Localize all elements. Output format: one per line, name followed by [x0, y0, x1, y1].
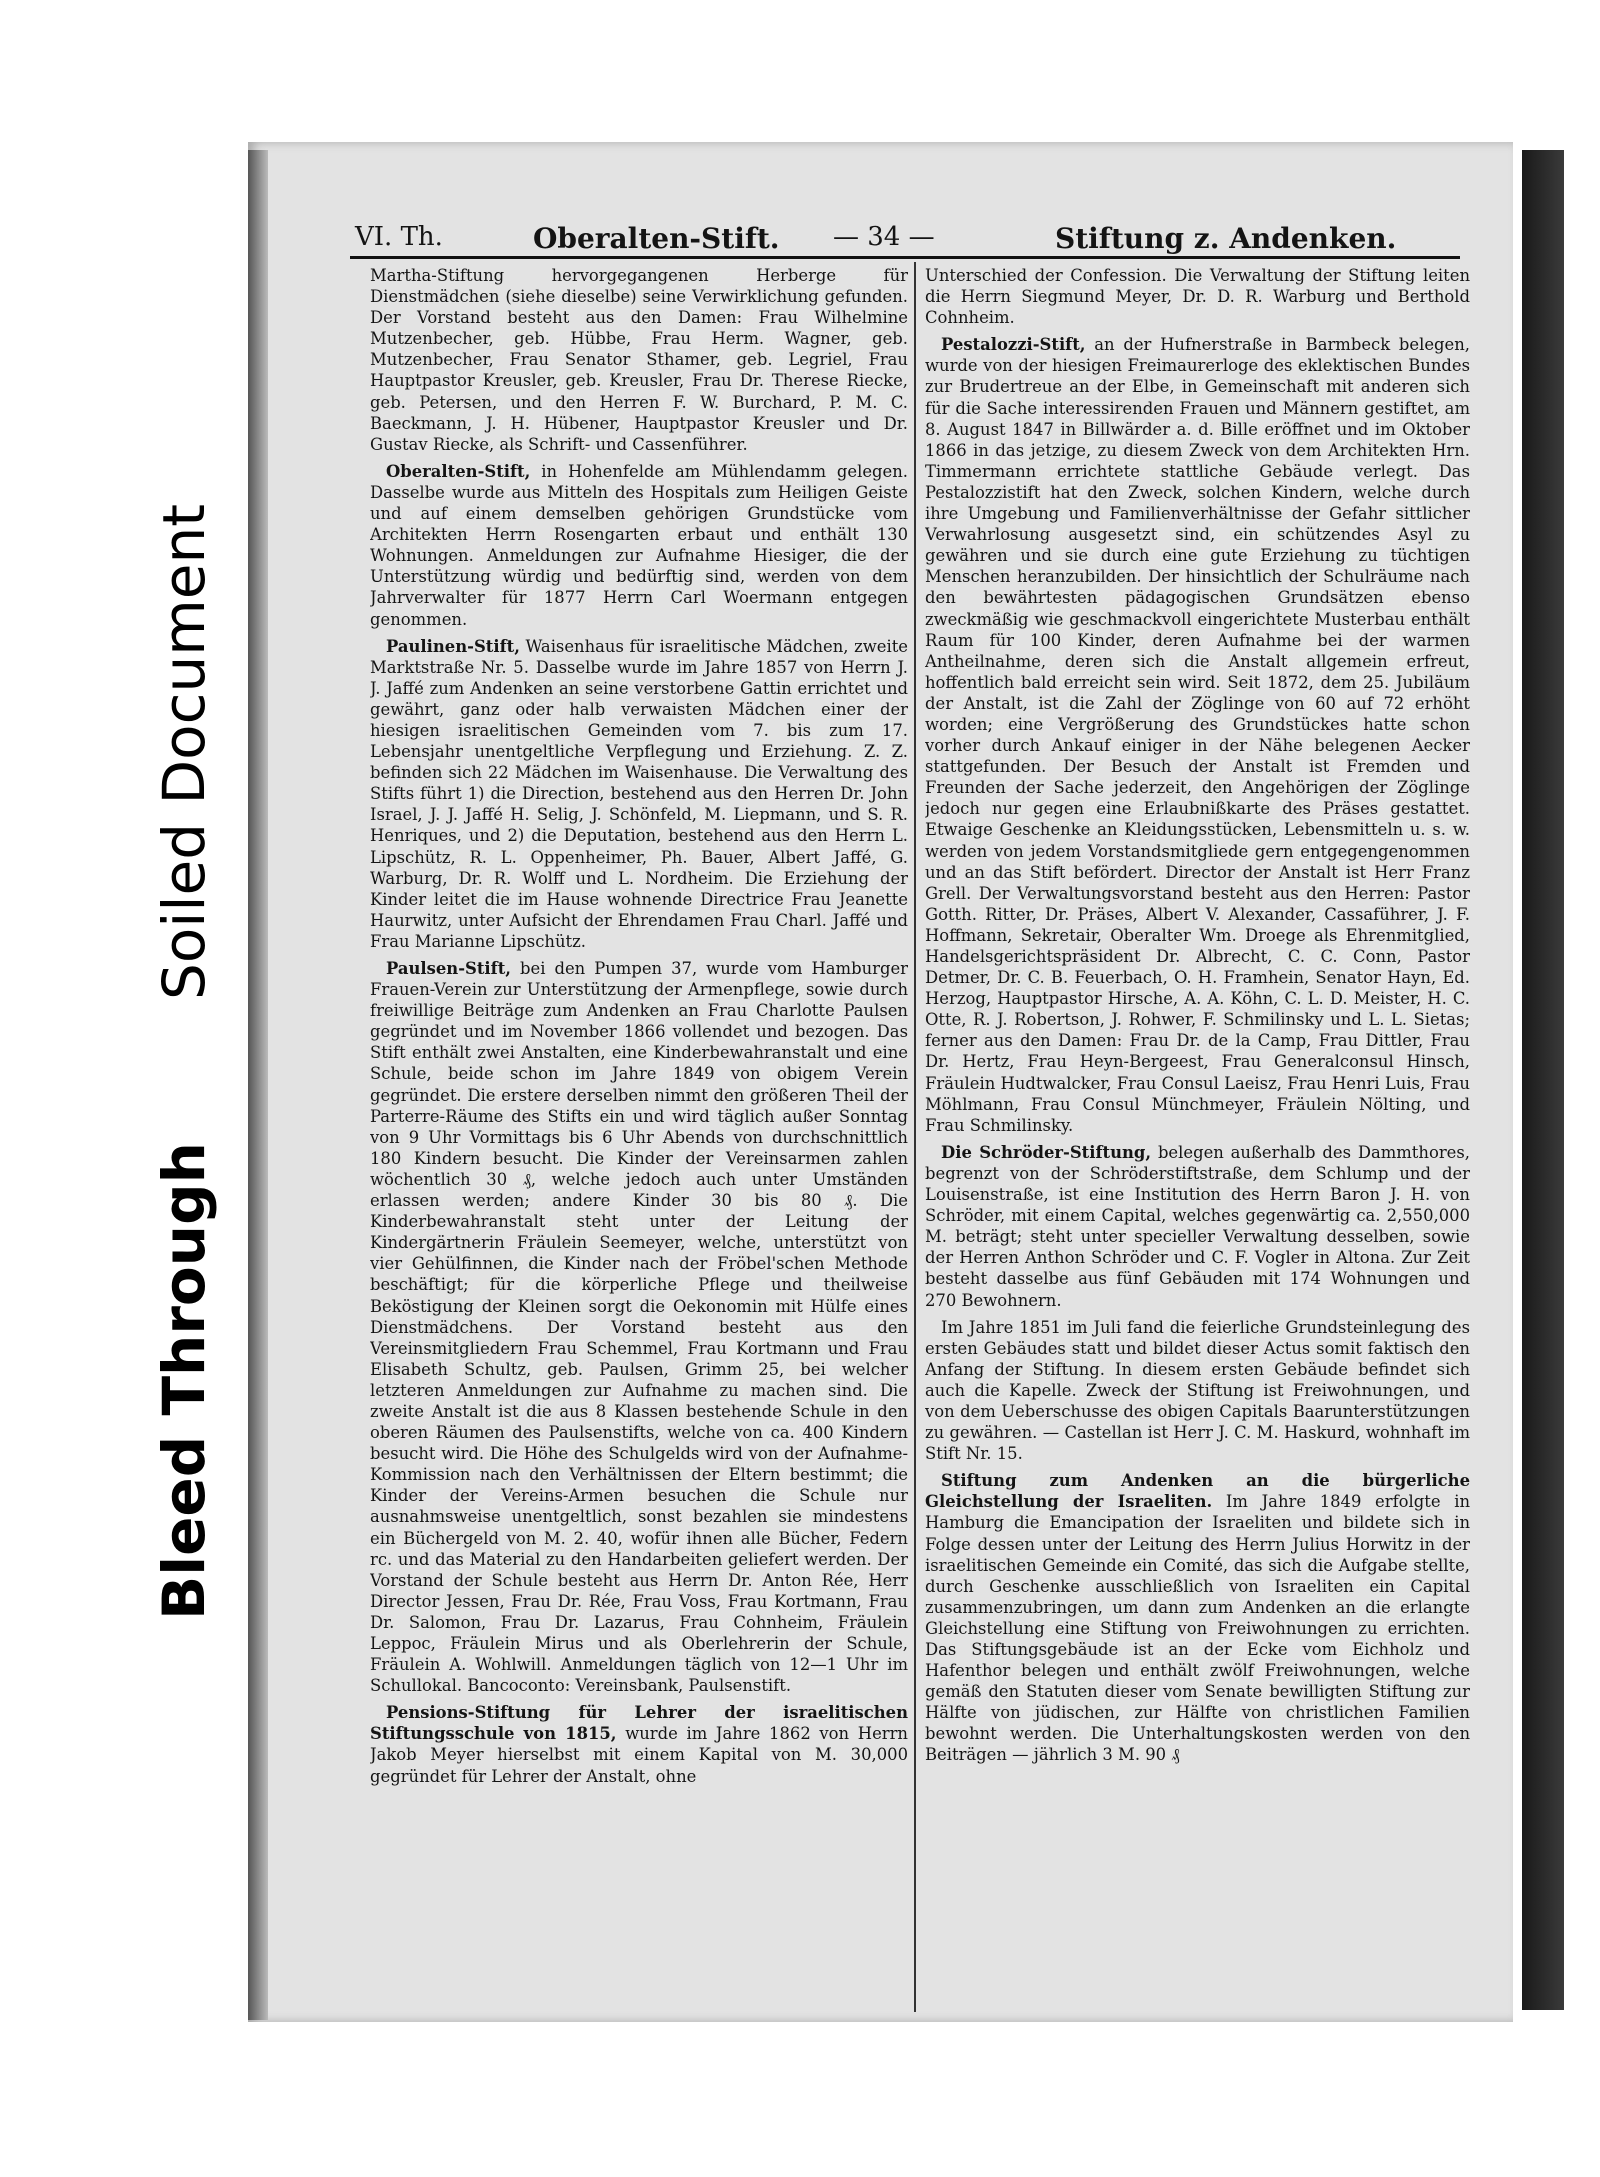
column-divider	[914, 262, 916, 2012]
page-header	[355, 222, 1397, 256]
header-rule	[350, 256, 1460, 259]
entry-lemma: Die Schröder-Stiftung,	[941, 1142, 1152, 1162]
entry-oberalten-stift	[370, 461, 908, 630]
entry-lemma: Pensions-Stiftung für Lehrer der israelitischen Stiftungsschule von 1815,	[370, 1703, 908, 1744]
soiled-document-label: Soiled Document	[150, 504, 218, 1000]
page-number: — 34 —	[833, 222, 935, 252]
entry-text: Im Jahre 1851 im Juli fand die feierliche Grundsteinlegung des ersten Gebäudes statt und bildet dieser Actus somit faktisch den Anfang der Stiftung. In diesem ersten Gebäude befindet sich auch die Kapelle. Zweck der Stiftung ist Freiwohnungen, und von dem Ueberschusse des obigen Capitals Baarunterstützungen zu gewähren. — Castellan ist Herr J. C. M. Haskurd, wohnhaft im Stift Nr. 15.	[925, 1317, 1470, 1464]
entry-text: belegen außerhalb des Dammthores, begrenzt von der Schröderstiftstraße, dem Schlump und der Louisenstraße, ist eine Institution des Herrn Baron J. H. von Schröder, mit einem Capital, welches gegenwärtig ca. 2,550,000 M. beträgt; steht unter specieller Verwaltung desselben, sowie der Herren Anthon Schröder und C. F. Vogler in Altona. Zur Zeit besteht dasselbe aus fünf Gebäuden mit 174 Wohnungen und 270 Bewohnern.	[925, 1142, 1470, 1310]
entry-text: wurde im Jahre 1862 von Herrn Jakob Meyer hierselbst mit einem Kapital von M. 30,000 gegründet für Lehrer der Anstalt, ohne	[370, 1724, 908, 1786]
entry-lemma: Pestalozzi-Stift,	[941, 335, 1086, 355]
header-section: VI. Th.	[355, 222, 443, 252]
entry-text: an der Hufnerstraße in Barmbeck belegen, wurde von der hiesigen Freimaurerloge des eklektischen Bundes zur Brudertreue an der Elbe, in Gemeinschaft mit anderen sich für die Sache interessirenden Frauen und Männern gestiftet, am 8. August 1847 in Billwärder a. d. Bille eröffnet und im Oktober 1866 in das jetzige, zu diesem Zweck von dem Architekten Hrn. Timmermann errichtete stattliche Gebäude verlegt. Das Pestalozzistift hat den Zweck, solchen Kindern, welche durch ihre Umgebung und Familienverhältnisse der Gefahr sittlicher Verwahrlosung ausgesetzt sind, ein schützendes Asyl zu gewähren und sie durch eine gute Erziehung zu tüchtigen Menschen heranzubilden. Der hinsichtlich der Schulräume nach den bewährtesten pädagogischen Grundsätzen ebenso zweckmäßig wie geschmackvoll eingerichtete Musterbau enthält Raum für 100 Kinder, deren Aufnahme bei der warmen Antheilnahme, deren sich die Anstalt allgemein erfreut, hoffentlich bald erreicht sein wird. Seit 1872, dem 25. Jubiläum der Anstalt, ist die Zahl der Zöglinge von 60 auf 72 erhöht worden; eine Vergrößerung des Grundstückes hatte schon vorher durch Ankauf einiger in der Nähe belegenen Aecker stattgefunden. Der Besuch der Anstalt ist Fremden und Freunden der Sache jederzeit, den Angehörigen der Zöglinge jedoch nur gegen eine Erlaubnißkarte des Präses gestattet. Etwaige Geschenke an Kleidungsstücken, Lebensmitteln u. s. w. werden von jedem Vorstandsmitgliede gern entgegengenommen und an das Stift befördert. Director der Anstalt ist Herr Franz Grell. Der Verwaltungsvorstand besteht aus den Herren: Pastor Gotth. Ritter, Dr. Präses, Albert V. Alexander, Cassaführer, J. F. Hoffmann, Sekretair, Oberalter Wm. Droege als Ehrenmitglied, Handelsgerichtspräsident Dr. Albrecht, C. C. Conn, Pastor Detmer, Dr. C. B. Feuerbach, O. H. Framhein, Senator Hayn, Ed. Herzog, Hauptpastor Hirsche, A. A. Köhn, C. L. D. Meister, H. C. Otte, R. J. Robertson, J. Rohwer, F. Schmilinsky und L. L. Sietas; ferner aus den Damen: Frau Dr. de la Camp, Frau Dittler, Frau Dr. Hertz, Frau Heyn-Bergeest, Frau Generalconsul Hinsch, Fräulein Hudtwalcker, Frau Consul Laeisz, Frau Henri Luis, Frau Möhlmann, Frau Consul Münchmeyer, Fräulein Nölting, und Frau Schmilinsky.	[925, 335, 1470, 1135]
left-column	[370, 265, 908, 2005]
facing-page-edge	[1522, 150, 1564, 2010]
entry-lemma: Paulsen-Stift,	[386, 959, 511, 978]
scan-side-labels	[150, 440, 240, 1630]
entry-schroeder-stiftung	[925, 1142, 1470, 1311]
running-head: Stiftung z. Andenken.	[1055, 222, 1397, 255]
entry-text: in Hohenfelde am Mühlendamm gelegen. Dasselbe wurde aus Mitteln des Hospitals zum Heiligen Geiste und auf einem demselben gehörigen Grundstücke vom Architekten Herrn Rosengarten erbaut und enthält 130 Wohnungen. Anmeldungen zur Aufnahme Hiesiger, die der Unterstützung würdig und bedürftig sind, werden von dem Jahrverwalter für 1877 Herrn Carl Woermann entgegen genommen.	[370, 461, 908, 629]
entry-pensions-stiftung	[370, 1702, 908, 1786]
entry-text: Im Jahre 1849 erfolgte in Hamburg die Emancipation der Israeliten und bildete sich in Folge dessen unter der Leitung des Herrn Julius Horwitz in der israelitischen Gemeinde ein Comité, das sich die Aufgabe stellte, durch Geschenke ausschließlich von Israeliten ein Capital zusammenzubringen, um dann zum Andenken an die erlangte Gleichstellung eine Stiftung von Freiwohnungen zu errichten. Das Stiftungsgebäude ist an der Ecke vom Eichholz und Hafenthor belegen und enthält zwölf Freiwohnungen, welche gemäß den Statuten dieser vom Senate bewilligten Stiftung zur Hälfte von jüdischen, zur Hälfte von christlichen Familien bewohnt werden. Die Unterhaltungskosten werden von den Beiträgen — jährlich 3 M. 90 ₰	[925, 1492, 1470, 1765]
entry-paulsen-stift	[370, 958, 908, 1696]
entry-text: Unterschied der Confession. Die Verwaltung der Stiftung leiten die Herrn Siegmund Meyer, Dr. D. R. Warburg und Berthold Cohnheim.	[925, 266, 1470, 328]
entry-stiftung-zum-andenken	[925, 1470, 1470, 1765]
bleed-through-label: Bleed Through	[150, 1142, 218, 1620]
entry-lemma: Paulinen-Stift,	[386, 636, 520, 656]
entry-text: Waisenhaus für israelitische Mädchen, zweite Marktstraße Nr. 5. Dasselbe wurde im Jahre 1857 von Herrn J. J. Jaffé zum Andenken an seine verstorbene Gattin errichtet und gewährt, ganz oder halb verwaisten Mädchen einer der hiesigen israelitischen Gemeinden vom 7. bis zum 17. Lebensjahr unentgeltliche Verpflegung und Erziehung. Z. Z. befinden sich 22 Mädchen im Waisenhause. Die Verwaltung des Stifts führt 1) die Direction, bestehend aus den Herren Dr. John Israel, J. J. Jaffé H. Selig, J. Schönfeld, M. Liepmann, und S. R. Henriques, und 2) die Deputation, bestehend aus den Herrn L. Lipschütz, R. L. Oppenheimer, Ph. Bauer, Albert Jaffé, G. Warburg, Dr. R. Wolff und L. Nordheim. Die Erziehung der Kinder leitet die im Hause wohnende Directrice Frau Jeanette Haurwitz, unter Aufsicht der Ehrendamen Frau Charl. Jaffé und Frau Marianne Lipschütz.	[370, 636, 908, 951]
entry	[925, 265, 1470, 328]
page-binding-edge	[248, 150, 268, 2020]
entry-text: Martha-Stiftung hervorgegangenen Herberge für Dienstmädchen (siehe dieselbe) seine Verwirklichung gefunden. Der Vorstand besteht aus den Damen: Frau Wilhelmine Mutzenbecher, geb. Hübbe, Frau Herm. Wagner, geb. Mutzenbecher, Frau Senator Sthamer, geb. Legriel, Frau Hauptpastor Kreusler, geb. Kreusler, Frau Dr. Therese Riecke, geb. Petersen, und den Herren F. W. Burchard, P. M. C. Baeckmann, J. H. Hübener, Hauptpastor Kreusler und Dr. Gustav Riecke, als Schrift- und Cassenführer.	[370, 266, 908, 454]
entry-lemma: Oberalten-Stift,	[386, 461, 531, 481]
entry-lemma: Stiftung zum Andenken an die bürgerliche Gleichstellung der Israeliten.	[925, 1471, 1470, 1512]
entry	[370, 265, 908, 455]
entry-pestalozzi-stift	[925, 334, 1470, 1136]
entry-continuation	[925, 1317, 1470, 1465]
header-title: Oberalten-Stift.	[533, 222, 780, 255]
entry-text: bei den Pumpen 37, wurde vom Hamburger Frauen-Verein zur Unterstützung der Armenpflege, sowie durch freiwillige Beiträge zum Andenken an Frau Charlotte Paulsen gegründet und im November 1866 vollendet und bezogen. Das Stift enthält zwei Anstalten, eine Kinderbewahranstalt und eine Schule, beide schon im Jahre 1849 von obigem Verein gegründet. Die erstere derselben nimmt den größeren Theil der Parterre-Räume des Stifts ein und wird täglich außer Sonntag von 9 Uhr Vormittags bis 6 Uhr Abends von durchschnittlich 180 Kindern besucht. Die Kinder der Vereinsarmen zahlen wöchentlich 30 ₰, welche jedoch auch unter Umständen erlassen werden; andere Kinder 30 bis 80 ₰. Die Kinderbewahranstalt steht unter der Leitung der Kindergärtnerin Fräulein Seemeyer, welche, unterstützt von vier Gehülfinnen, die Kinder nach der Fröbel'schen Methode beschäftigt; für die körperliche Pflege und theilweise Beköstigung der Kleinen sorgt die Oekonomin mit Hülfe eines Dienstmädchens. Der Vorstand besteht aus den Vereinsmitgliedern Frau Schemmel, Frau Kortmann und Frau Elisabeth Schultz, geb. Paulsen, Grimm 25, bei welcher letzteren Anmeldungen zur Aufnahme zu machen sind. Die zweite Anstalt ist die aus 8 Klassen bestehende Schule in den oberen Räumen des Paulsenstifts, welche von ca. 400 Kindern besucht wird. Die Höhe des Schulgelds wird von der Aufnahme-Kommission nach den Verhältnissen der Eltern bestimmt; die Kinder der Vereins-Armen besuchen die Schule nur ausnahmsweise unentgeltlich, sonst bezahlen sie mindestens ein Büchergeld von M. 2. 40, wofür ihnen alle Bücher, Federn rc. und das Material zu den Handarbeiten geliefert werden. Der Vorstand der Schule besteht aus Herrn Dr. Anton Rée, Herr Director Jessen, Frau Dr. Rée, Frau Voss, Frau Kortmann, Frau Dr. Salomon, Frau Dr. Lazarus, Frau Cohnheim, Fräulein Leppoc, Fräulein Mirus und als Oberlehrerin der Schule, Fräulein A. Wohlwill. Anmeldungen täglich von 12—1 Uhr im Schullokal. Bancoconto: Vereinsbank, Paulsenstift.	[370, 959, 908, 1696]
right-column	[925, 265, 1470, 2005]
entry-paulinen-stift	[370, 636, 908, 952]
